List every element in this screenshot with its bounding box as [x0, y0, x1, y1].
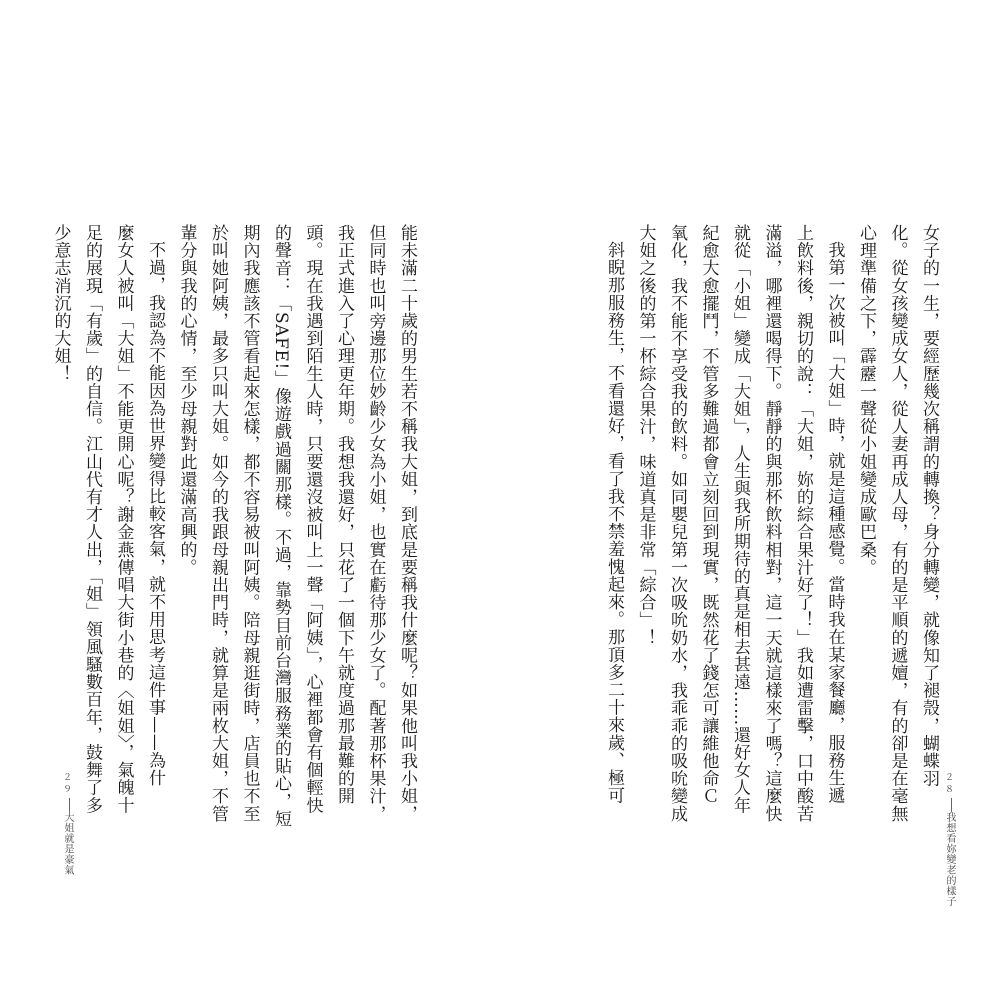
- right-page-footer: [942, 772, 955, 907]
- footer-divider: [951, 798, 952, 812]
- text-line: 輩分與我的心情，至少母親對此還滿高興的。: [176, 224, 197, 576]
- page-number: ２９: [61, 772, 71, 796]
- text-line: 的聲音：「SAFE!」像遊戲過關那樣。不過，靠勢目前台灣服務業的貼心，短: [271, 224, 291, 828]
- text-line: 大姐之後的第一杯綜合果汁，味道真是非常「綜合」！: [635, 224, 656, 647]
- running-title: 我想看妳變老的樣子: [944, 812, 955, 907]
- footer-divider: [69, 798, 70, 812]
- text-line: 氧化，我不能不享受我的飲料。如同嬰兒第一次吸吮奶水，我乖乖的吸吮變成: [667, 224, 687, 823]
- text-line: 化。從女孩變成女人，從人妻再成人母，有的是平順的遞嬗，有的卻是在毫無: [887, 224, 908, 823]
- left-page-footer: [60, 772, 73, 875]
- running-title: 大姐就是豪氣: [62, 812, 73, 875]
- text-line: 就從「小姐」變成「大姐」，人生與我所期待的真是相去甚遠……還好女人年: [730, 224, 750, 814]
- text-line: 我第一次被叫「大姐」時，就是這種感覺。當時我在某家餐廳，服務生遞: [824, 241, 845, 805]
- text-line: 期內我應該不管看起來怎樣，都不容易被叫阿姨。陪母親逛街時，店員也不至: [239, 224, 260, 823]
- right-page: [500, 0, 1000, 1000]
- text-line: 於叫她阿姨，最多只叫大姐。如今的我跟母親出門時，就算是兩枚大姐，不管: [208, 224, 228, 823]
- text-line: 心理準備之下，霹靂一聲從小姐變成歐巴桑。: [856, 224, 876, 576]
- text-line: 紀愈大愈擺鬥，不管多難過都會立刻回到現實，既然花了錢怎可讓維他命Ｃ: [698, 224, 719, 805]
- text-line: 能未滿二十歲的男生若不稱我大姐，到底是要稱我什麼呢？如果他叫我小姐，: [397, 224, 417, 823]
- page-number: ２８: [943, 772, 953, 796]
- text-line: 上飲料後，親切的說：「大姐，妳的綜合果汁好了！」我如遭雷擊，口中酸苦: [793, 224, 813, 823]
- text-line: 頭。現在我遇到陌生人時，只要還沒被叫上一聲「阿姨」，心裡都會有個輕快: [302, 224, 323, 814]
- text-line: 不過，我認為不能因為世界變得比較客氣，就不用思考這件事——為什: [145, 241, 165, 787]
- text-line: 但同時也叫旁邊那位妙齡少女為小姐，也實在虧待那少女了。配著那杯果汁，: [365, 224, 386, 823]
- text-line: 麼女人被叫「大姐」不能更開心呢？謝金燕傳唱大街小巷的〈姐姐〉，氣魄十: [113, 224, 134, 814]
- text-line: 我正式進入了心理更年期。我想我還好，只花了一個下午就度過那最難的開: [334, 224, 354, 805]
- text-line: 少意志消沉的大姐！: [50, 224, 71, 383]
- right-page-body: [598, 224, 945, 823]
- text-line: 滿溢，哪裡還喝得下。靜靜的與那杯飲料相對，這一天就這樣來了嗎？這麼快: [761, 224, 782, 823]
- text-line: 足的展現「有歲」的自信。江山代有才人出，「姐」領風騷數百年，鼓舞了多: [82, 224, 102, 814]
- text-line: 女子的一生，要經歷幾次稱謂的轉換？身分轉變，就像知了褪殼，蝴蝶羽: [919, 224, 939, 788]
- text-line: 斜睨那服務生，不看還好，看了我不禁羞愧起來。那頂多二十來歲、極可: [604, 241, 624, 805]
